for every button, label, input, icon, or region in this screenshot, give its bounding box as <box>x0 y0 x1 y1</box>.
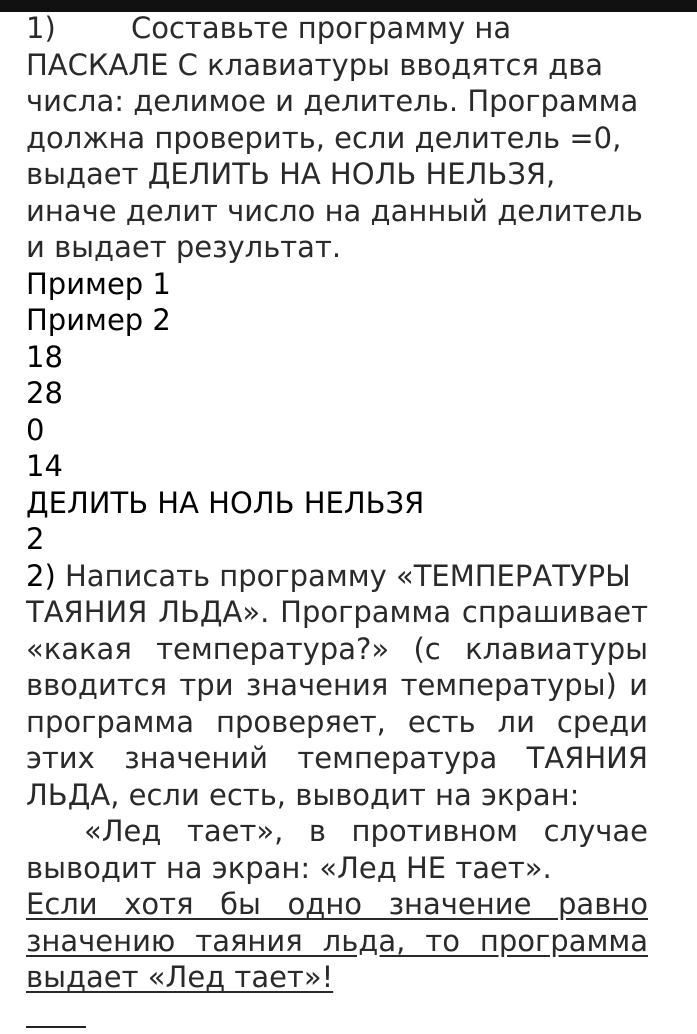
example-line-4: 0 <box>26 412 45 447</box>
task1-line-0: Составьте программу на <box>131 11 512 45</box>
example-line-3: 28 <box>26 376 63 410</box>
task2-underlined-line-0: Если хотя бы одно значение равно <box>26 887 648 921</box>
example-line-6: ДЕЛИТЬ НА НОЛЬ НЕЛЬЗЯ <box>26 485 425 520</box>
task2-indented-line: «Лед тает», в противном случае <box>84 814 648 848</box>
task2-heading-line <box>26 558 648 595</box>
task2-line-1: «какая температура?» (с клавиатуры <box>26 631 648 666</box>
task1-line-1: ПАСКАЛЕ С клавиатуры вводятся два <box>26 47 604 82</box>
task1-line-4: выдает ДЕЛИТЬ НА НОЛЬ НЕЛЬЗЯ, <box>26 157 556 191</box>
task1-line-6: и выдает результат. <box>26 230 342 264</box>
task1-line-5: иначе делит число на данный делитель <box>26 193 643 228</box>
task2-line-0: ТАЯНИЯ ЛЬДА». Программа спрашивает <box>26 595 648 629</box>
task2-line-5: ЛЬДА, если есть, выводит на экран: <box>26 777 580 812</box>
task1-line-2: числа: делимое и делитель. Программа <box>26 84 639 118</box>
cut-off-text-fragment <box>26 1026 86 1028</box>
example-line-7: 2 <box>26 522 45 556</box>
task2-line-4: этих значений температура ТАЯНИЯ <box>26 741 648 775</box>
example-line-0: Пример 1 <box>26 266 171 301</box>
task2-last-line: выводит на экран: «Лед НЕ тает». <box>26 850 552 885</box>
task2-first-line: Написать программу «ТЕМПЕРАТУРЫ <box>64 558 631 593</box>
task2-line-3: программа проверяет, есть ли среди <box>26 704 648 739</box>
example-line-1: Пример 2 <box>26 303 171 337</box>
task2-underlined-line-1: значению таяния льда, то программа <box>26 923 648 958</box>
task1-heading-line <box>26 10 648 47</box>
task1-line-3: должна проверить, если делитель =0, <box>26 120 622 155</box>
cut-off-next-line <box>26 1022 116 1034</box>
task2-underlined-last-wrap <box>26 959 648 996</box>
task1-number: 1) <box>26 11 56 45</box>
document-body <box>26 10 648 996</box>
example-line-2: 18 <box>26 339 63 374</box>
example-line-5: 14 <box>26 449 63 483</box>
task2-number: 2) <box>26 558 56 593</box>
task2-line-2: вводится три значения температуры) и <box>26 668 648 702</box>
task2-underlined-last: выдает «Лед тает»! <box>26 960 334 994</box>
